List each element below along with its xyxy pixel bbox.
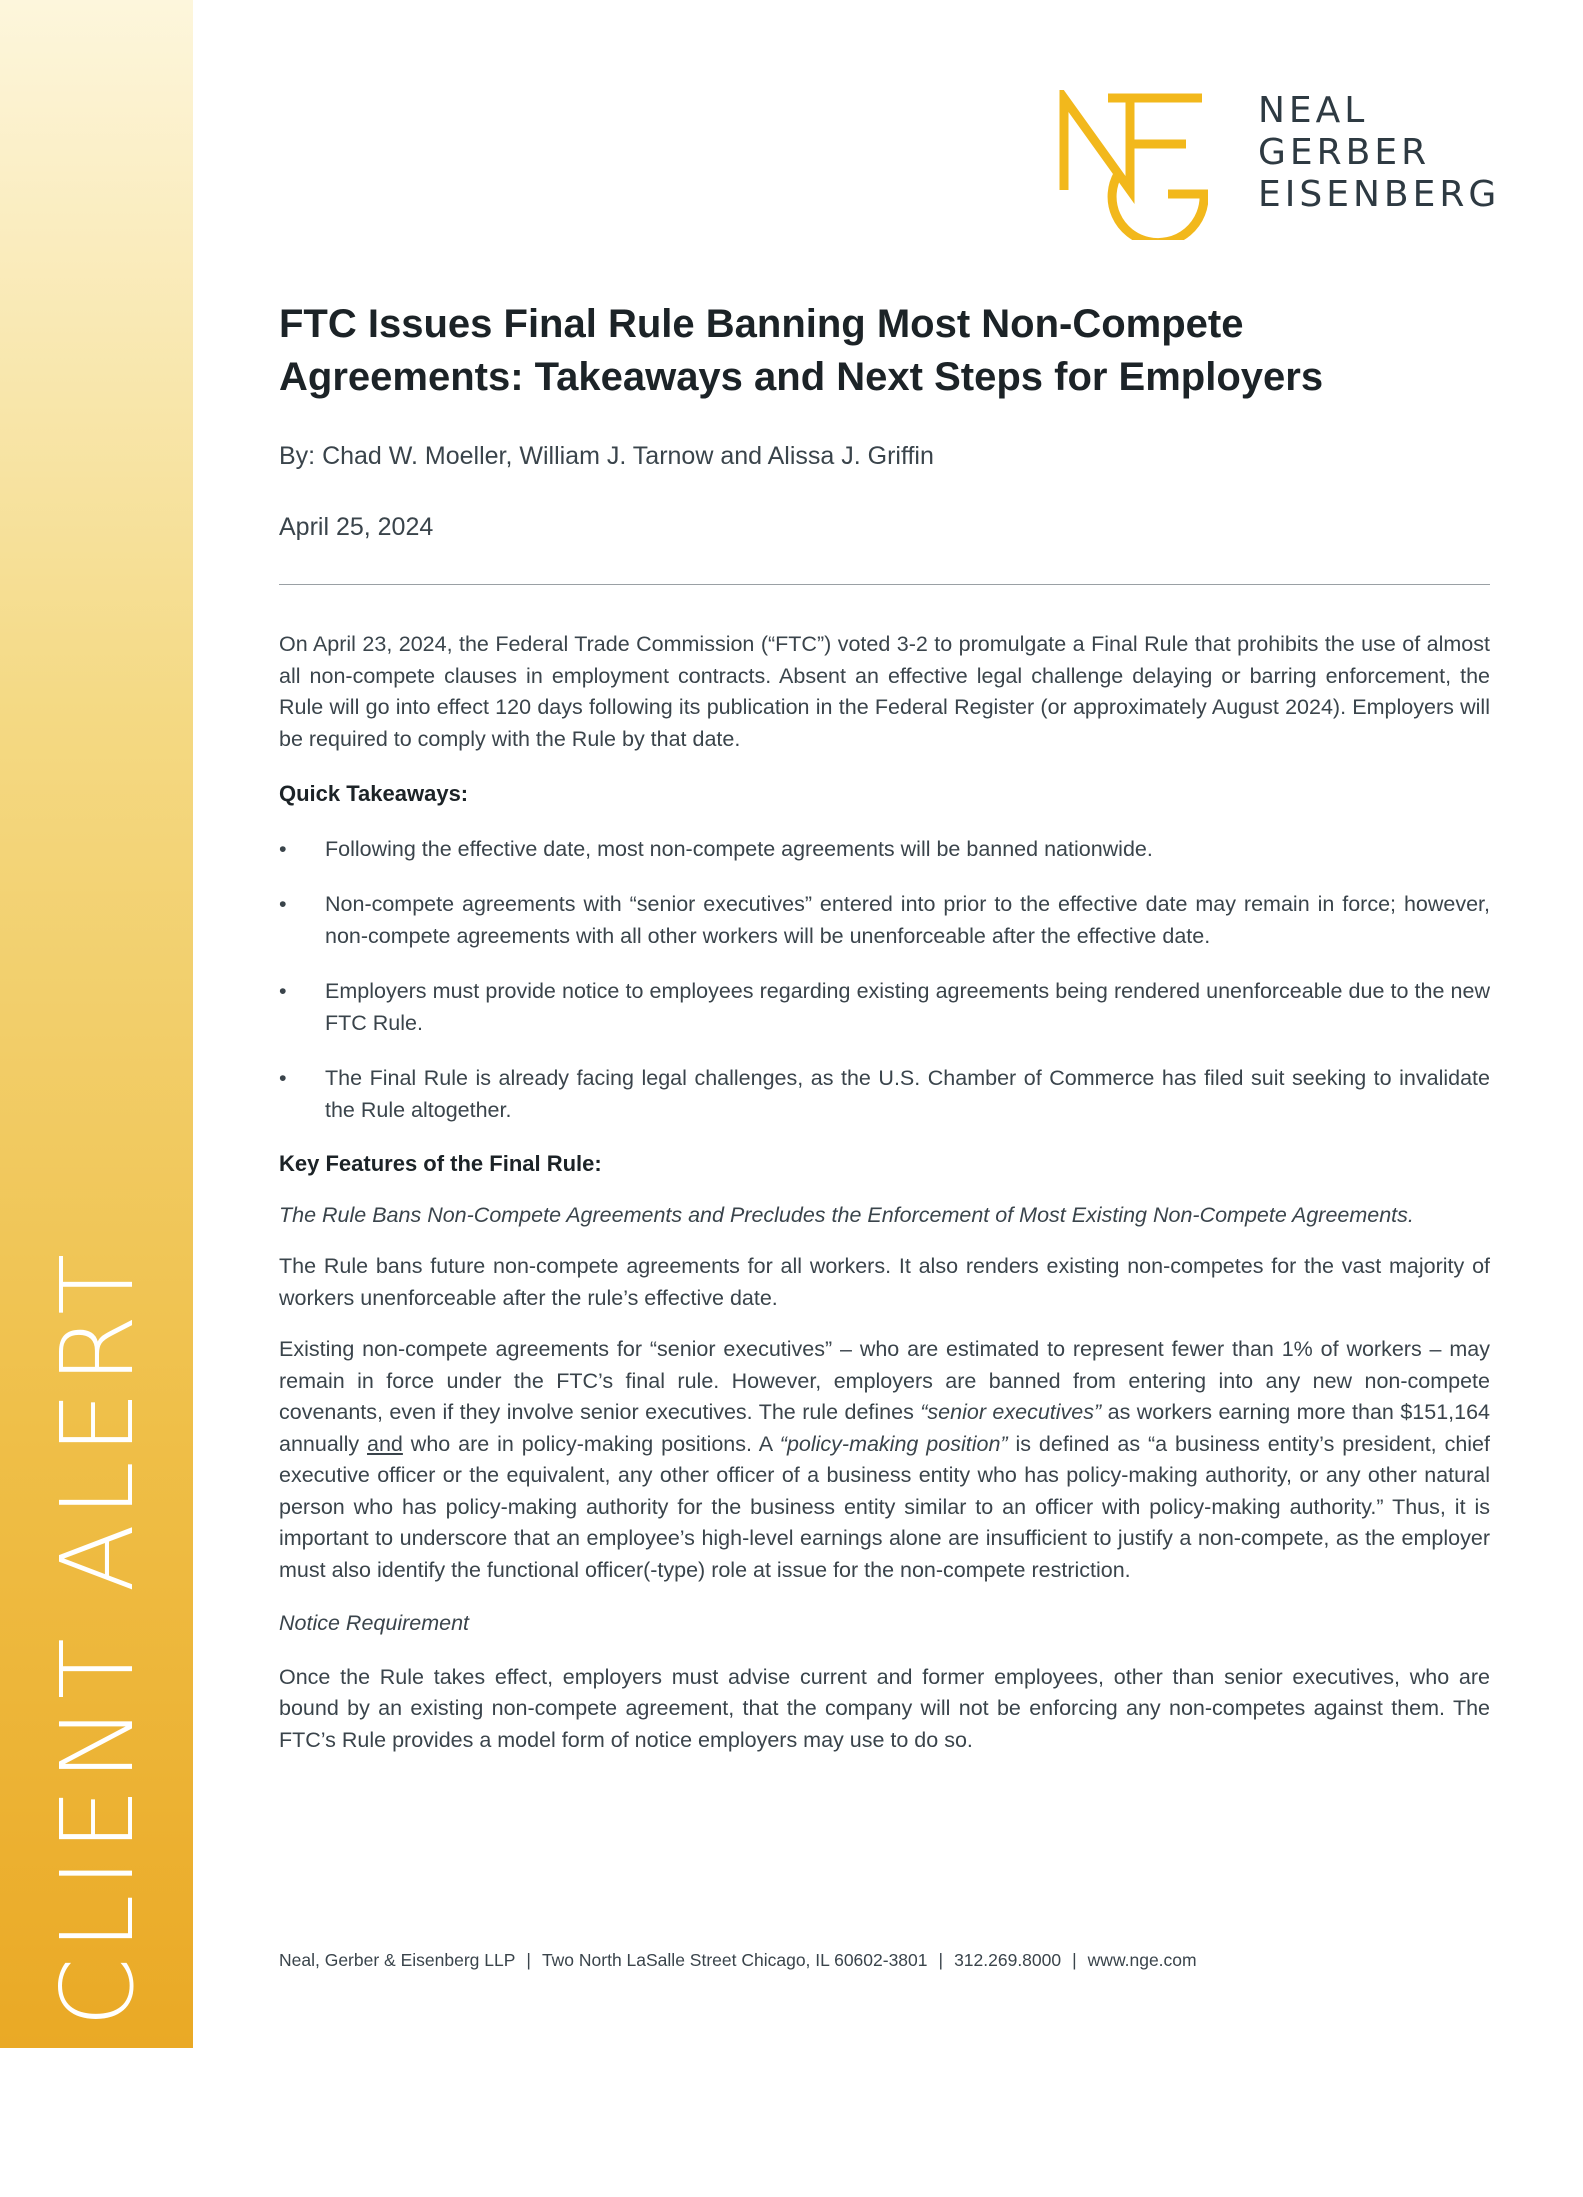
footer-phone: 312.269.8000 <box>954 1950 1062 1970</box>
article <box>279 298 1490 1756</box>
logo-word-eisenberg: EISENBERG <box>1258 174 1501 215</box>
text-run: is defined as “a business entity’s president, chief executive officer or the equivalent, any other officer of a business entity who has policy-making authority, or any other natural person who has policy-making authority for the business entity similar to an officer with policy-making authority.” Thus, it is important to underscore that an employee’s high-level earnings alone are insufficient to justify a non-compete, as the employer must also identify the functional officer(-type) role at issue for the non-compete restriction. <box>279 1431 1490 1582</box>
list-item <box>279 1063 1490 1126</box>
list-item <box>279 834 1490 866</box>
footer-firm: Neal, Gerber & Eisenberg LLP <box>279 1950 516 1970</box>
list-item-text: The Final Rule is already facing legal challenges, as the U.S. Chamber of Commerce has filed suit seeking to invalidate the Rule altogether. <box>325 1066 1490 1122</box>
features-paragraph-1: The Rule bans future non-compete agreements for all workers. It also renders existing non-competes for the vast majority of workers unenforceable after the rule’s effective date. <box>279 1254 1490 1310</box>
footer-separator: | <box>1072 1950 1077 1970</box>
side-band <box>0 0 193 2048</box>
firm-name <box>1258 90 1558 216</box>
list-item-text: Following the effective date, most non-compete agreements will be banned nationwide. <box>325 836 1153 861</box>
features-subheading: The Rule Bans Non-Compete Agreements and Precludes the Enforcement of Most Existing Non-Compete Agreements. <box>279 1202 1414 1227</box>
notice-heading: Notice Requirement <box>279 1611 470 1635</box>
bullet-icon: • <box>279 979 287 1003</box>
features-heading: Key Features of the Final Rule: <box>279 1151 602 1176</box>
bullet-icon: • <box>279 836 287 861</box>
text-run: as workers earning more than $151,164 annually <box>279 1400 1490 1456</box>
takeaways-list <box>279 834 1490 1127</box>
text-run: who are in policy-making positions. A <box>402 1431 780 1456</box>
footer-separator: | <box>526 1950 531 1970</box>
text-run: Existing non-compete agreements for “senior executives” – who are estimated to represent fewer than 1% of workers – may remain in force under the FTC’s final rule. However, employers are banned from entering into any new non-compete covenants, even if they involve senior executives. The rule defines <box>279 1337 1490 1424</box>
list-item <box>279 889 1490 952</box>
client-alert-label: CLIENT ALERT <box>39 1246 156 2028</box>
list-item-text: Employers must provide notice to employees regarding existing agreements being rendered unenforceable due to the new FTC Rule. <box>325 979 1490 1035</box>
notice-paragraph: Once the Rule takes effect, employers must advise current and former employees, other than senior executives, who are bound by an existing non-compete agreement, that the company will not be enforcing any non-competes against them. The FTC’s Rule provides a model form of notice employers may use to do so. <box>279 1664 1490 1752</box>
intro-paragraph: On April 23, 2024, the Federal Trade Commission (“FTC”) voted 3-2 to promulgate a Final Rule that prohibits the use of almost all non-compete clauses in employment contracts. Absent an effective legal challenge delaying or barring enforcement, the Rule will go into effect 120 days following its publication in the Federal Register (or approximately August 2024). Employers will be required to comply with the Rule by that date. <box>279 632 1490 751</box>
list-item-text: Non-compete agreements with “senior executives” entered into prior to the effective date may remain in force; however, non-compete agreements with all other workers will be unenforceable after the effective date. <box>325 892 1490 948</box>
bullet-icon: • <box>279 1066 287 1090</box>
footer <box>279 1950 1197 1971</box>
byline: By: Chad W. Moeller, William J. Tarnow and Alissa J. Griffin <box>279 442 934 470</box>
logo-word-gerber: GERBER <box>1258 132 1431 173</box>
divider <box>279 584 1490 585</box>
bullet-icon: • <box>279 892 287 916</box>
term-senior-executives: “senior executives” <box>920 1400 1102 1424</box>
publish-date: April 25, 2024 <box>279 513 434 541</box>
term-policy-making-position: “policy-making position” <box>779 1431 1008 1456</box>
footer-website-link[interactable]: www.nge.com <box>1087 1950 1197 1970</box>
article-title: FTC Issues Final Rule Banning Most Non-Compete Agreements: Takeaways and Next Steps for Employers <box>279 302 1324 399</box>
emphasis-and: and <box>367 1431 403 1456</box>
nge-monogram-icon <box>1058 90 1208 240</box>
footer-address: Two North LaSalle Street Chicago, IL 60602-3801 <box>541 1950 928 1970</box>
logo-word-neal: NEAL <box>1258 90 1369 131</box>
takeaways-heading: Quick Takeaways: <box>279 781 469 806</box>
list-item <box>279 976 1490 1039</box>
footer-separator: | <box>938 1950 944 1970</box>
features-paragraph-2 <box>279 1334 1490 1586</box>
